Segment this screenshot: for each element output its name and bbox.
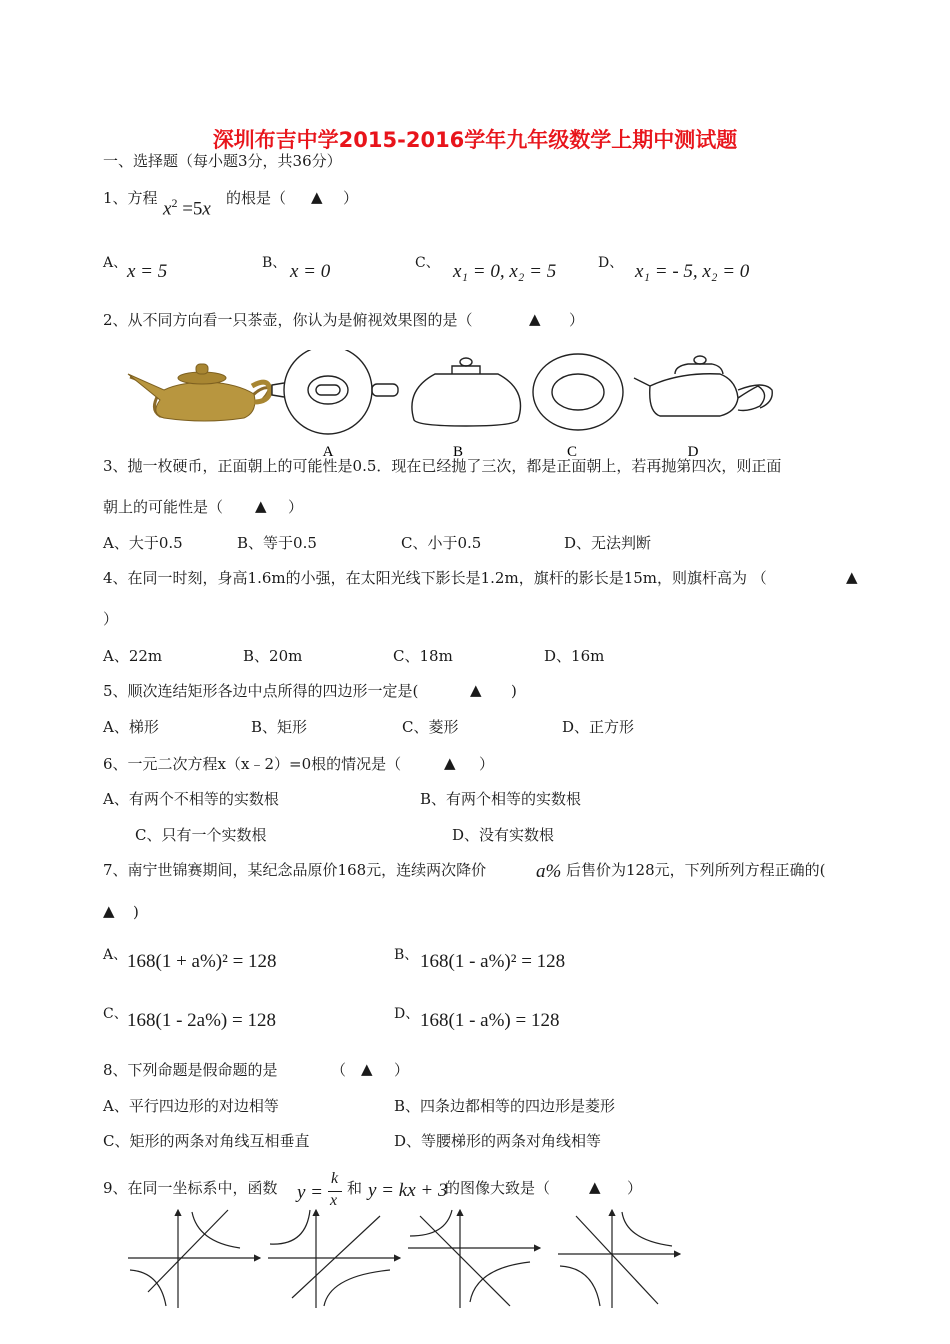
q9-stem-post: 的图像大致是（ — [445, 1179, 551, 1197]
q9-f1-lhs: y = — [297, 1182, 324, 1203]
q4-option-d: D、16m — [544, 647, 605, 665]
q6-option-b: B、有两个相等的实数根 — [420, 790, 582, 808]
q8-option-b: B、四条边都相等的四边形是菱形 — [394, 1097, 616, 1115]
q2-teapot-figures — [120, 350, 790, 460]
q1-option-c-label: C、 — [415, 255, 440, 271]
teapot-option-a — [272, 350, 398, 434]
q8-answer-mark: ▲ — [361, 1060, 373, 1078]
q5-close: ) — [511, 682, 517, 700]
q5-answer-mark: ▲ — [470, 681, 482, 699]
q7-option-d: 168(1 - a%) = 128 — [420, 1010, 560, 1031]
q9-answer-mark: ▲ — [589, 1178, 601, 1196]
q7-close: ) — [133, 903, 139, 921]
q9-f1-denominator: x — [330, 1192, 338, 1209]
q3-stem-line1: 3、抛一枚硬币，正面朝上的可能性是0.5．现在已经抛了三次，都是正面朝上，若再抛第四次，则正面 — [103, 457, 782, 475]
q9-graph-b — [268, 1210, 400, 1308]
q2-label-a: A — [322, 444, 334, 460]
q9-graph-c — [408, 1210, 540, 1308]
q1-answer-mark: ▲ — [311, 188, 323, 206]
q4-stem-line2: ） — [103, 610, 119, 628]
q8-option-c: C、矩形的两条对角线互相垂直 — [103, 1132, 310, 1150]
teapot-option-c — [533, 354, 623, 430]
q9-graph-a — [128, 1210, 260, 1308]
q7-percent: a% — [536, 861, 562, 882]
q8-close: ） — [394, 1061, 410, 1079]
q1-option-a: x = 5 — [127, 261, 168, 282]
q7-option-b-label: B、 — [394, 947, 419, 963]
q4-stem-line1: 4、在同一时刻，身高1.6m的小强，在太阳光线下影长是1.2m，旗杆的影长是15m，则旗杆高为 （ — [103, 569, 767, 587]
q1-option-b: x = 0 — [290, 261, 331, 282]
q9-mid: 和 — [347, 1179, 363, 1197]
q1-equation — [163, 196, 211, 220]
q3-option-c: C、小于0.5 — [401, 534, 482, 552]
q1-eq-var2: x — [202, 198, 211, 220]
q3-option-b: B、等于0.5 — [237, 534, 317, 552]
q8-open: （ — [331, 1061, 347, 1079]
q7-stem-pre: 7、南宁世锦赛期间，某纪念品原价168元，连续两次降价 — [103, 861, 487, 879]
q4-option-a: A、22m — [103, 647, 163, 665]
q6-answer-mark: ▲ — [444, 754, 456, 772]
q3-answer-mark: ▲ — [255, 497, 267, 515]
q5-option-a: A、梯形 — [103, 718, 159, 736]
q5-option-c: C、菱形 — [402, 718, 459, 736]
q1-stem-post: 的根是（ — [226, 189, 287, 207]
q5-stem: 5、顺次连结矩形各边中点所得的四边形一定是( — [103, 682, 419, 700]
q6-option-a: A、有两个不相等的实数根 — [103, 790, 279, 808]
q7-option-c: 168(1 - 2a%) = 128 — [127, 1010, 276, 1031]
q9-graph-options — [120, 1206, 690, 1310]
q6-stem: 6、一元二次方程x（x﹣2）=0根的情况是（ — [103, 755, 402, 773]
section-heading: 一、选择题（每小题3分，共36分） — [103, 152, 342, 170]
q9-close: ） — [627, 1179, 643, 1197]
q9-graph-d — [558, 1210, 680, 1308]
q6-option-d: D、没有实数根 — [452, 826, 555, 844]
q1-close: ） — [343, 189, 359, 207]
q4-option-c: C、18m — [393, 647, 453, 665]
q1-eq-rest: =5 — [182, 198, 203, 220]
q2-stem: 2、从不同方向看一只茶壶，你认为是俯视效果图的是（ — [103, 311, 473, 329]
q7-option-a-label: A、 — [103, 947, 128, 963]
q8-option-d: D、等腰梯形的两条对角线相等 — [394, 1132, 602, 1150]
q7-option-d-label: D、 — [394, 1006, 420, 1022]
q7-option-a: 168(1 + a%)² = 128 — [127, 951, 277, 972]
q1-eq-var: x — [163, 198, 172, 220]
q2-label-d: D — [687, 444, 699, 460]
q6-option-c: C、只有一个实数根 — [135, 826, 267, 844]
q1-option-c: x₁ = 0, x₂ = 5 — [453, 261, 557, 282]
q6-close: ） — [479, 755, 495, 773]
page-title: 深圳布吉中学2015-2016学年九年级数学上期中测试题 — [212, 128, 738, 152]
q1-option-d: x₁ = - 5, x₂ = 0 — [635, 261, 750, 282]
q7-option-b: 168(1 - a%)² = 128 — [420, 951, 566, 972]
q5-option-b: B、矩形 — [251, 718, 308, 736]
q1-stem — [103, 188, 158, 208]
q9-stem-pre: 9、在同一坐标系中，函数 — [103, 1179, 278, 1197]
q3-option-d: D、无法判断 — [564, 534, 652, 552]
q1-option-a-label: A、 — [103, 255, 128, 271]
q3-close: ） — [288, 498, 304, 516]
q1-stem-pre: 1、方程 — [103, 189, 158, 207]
q1-option-b-label: B、 — [262, 255, 287, 271]
q2-label-b: B — [452, 444, 464, 460]
q2-label-c: C — [566, 444, 578, 460]
q1-option-d-label: D、 — [598, 255, 624, 271]
teapot-option-d — [634, 356, 772, 416]
q1-eq-exp: 2 — [171, 196, 178, 210]
q4-answer-mark: ▲ — [846, 568, 858, 586]
teapot-option-b — [412, 358, 521, 426]
teapot-photo — [128, 364, 270, 421]
q3-stem-line2: 朝上的可能性是（ — [103, 498, 224, 516]
q8-option-a: A、平行四边形的对边相等 — [103, 1097, 279, 1115]
q3-option-a: A、大于0.5 — [103, 534, 183, 552]
q4-option-b: B、20m — [243, 647, 303, 665]
q7-answer-mark: ▲ — [103, 902, 115, 920]
q8-stem: 8、下列命题是假命题的是 — [103, 1061, 278, 1079]
q5-option-d: D、正方形 — [562, 718, 635, 736]
q9-f1-numerator: k — [331, 1170, 339, 1187]
q9-f2: y = kx + 3 — [368, 1180, 448, 1201]
q7-stem-post: 后售价为128元，下列所列方程正确的( — [566, 861, 826, 879]
q2-answer-mark: ▲ — [529, 310, 541, 328]
q7-option-c-label: C、 — [103, 1006, 128, 1022]
q2-close: ） — [569, 311, 585, 329]
